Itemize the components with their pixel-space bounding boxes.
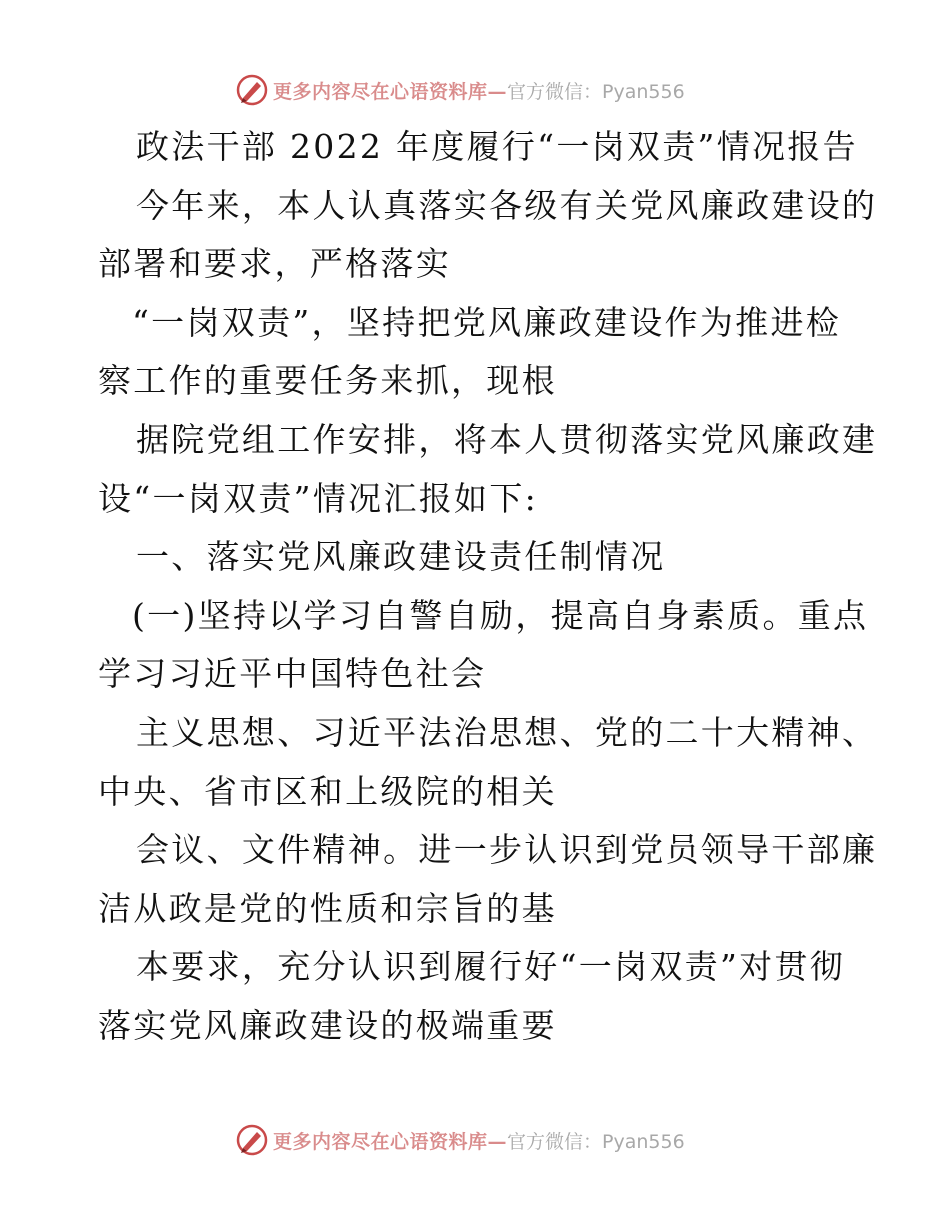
text-line: 今年来，本人认真落实各级有关党风廉政建设的	[136, 185, 878, 225]
footer-banner	[235, 1122, 685, 1158]
section-heading: 一、落实党风廉政建设责任制情况	[136, 537, 666, 577]
text-line: 察工作的重要任务来抓，现根	[98, 361, 557, 401]
subsection-heading: (一)坚持以学习自警自励，提高自身素质。重点	[132, 595, 869, 635]
document-body	[98, 118, 878, 1056]
text-line: 洁从政是党的性质和宗旨的基	[98, 888, 557, 928]
text-line: 主义思想、习近平法治思想、党的二十大精神、	[136, 712, 878, 752]
text-line: 会议、文件精神。进一步认识到党员领导干部廉	[136, 830, 878, 870]
document-title: 政法干部 2022 年度履行“一岗双责”情况报告	[136, 127, 858, 166]
header-banner-wechat: 官方微信：Pyan556	[507, 80, 685, 103]
text-line: “一岗双责”，坚持把党风廉政建设作为推进检	[132, 302, 842, 342]
text-line: 中央、省市区和上级院的相关	[98, 771, 557, 811]
footer-banner-text: 更多内容尽在心语资料库—	[273, 1130, 508, 1153]
pen-logo-icon	[235, 1123, 269, 1157]
text-line: 部署和要求，严格落实	[98, 244, 451, 284]
text-line: 据院党组工作安排，将本人贯彻落实党风廉政建	[136, 419, 878, 459]
pen-logo-icon	[235, 73, 269, 107]
text-line: 本要求，充分认识到履行好“一岗双责”对贯彻	[136, 947, 846, 987]
text-line: 设“一岗双责”情况汇报如下:	[98, 478, 539, 518]
header-banner	[235, 72, 685, 108]
text-line: 落实党风廉政建设的极端重要	[98, 1005, 557, 1045]
footer-banner-wechat: 官方微信：Pyan556	[507, 1130, 685, 1153]
header-banner-text: 更多内容尽在心语资料库—	[273, 80, 508, 103]
text-line: 学习习近平中国特色社会	[98, 654, 487, 694]
